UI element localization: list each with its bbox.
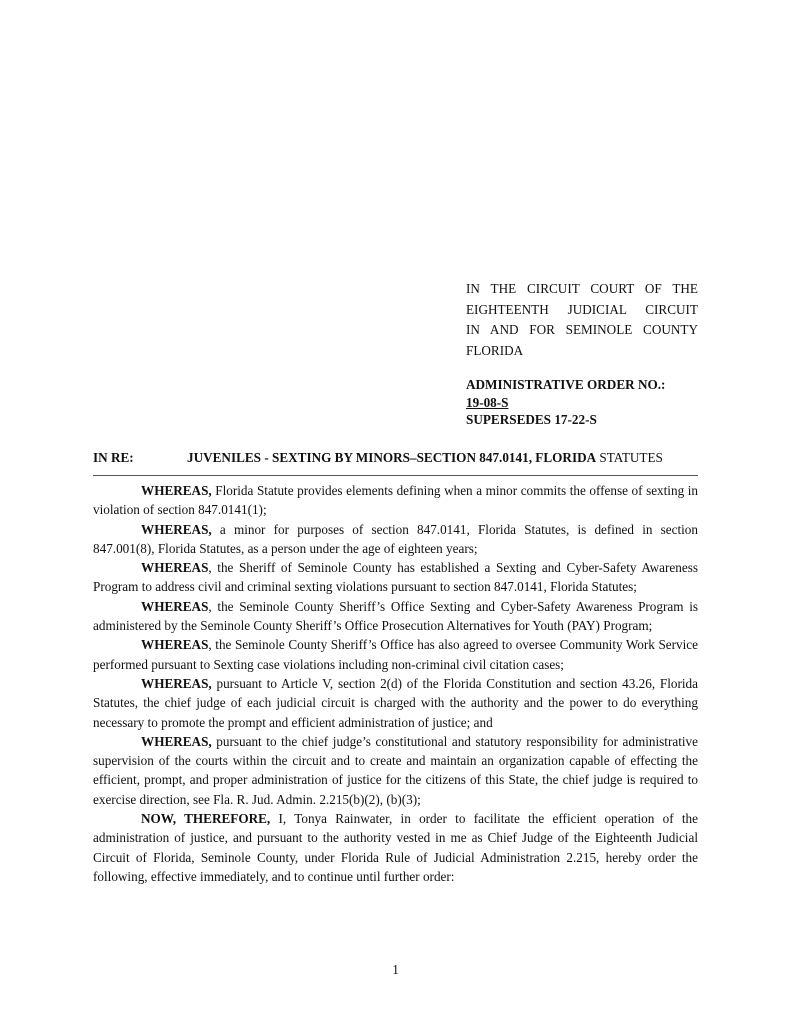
paragraph-lead: WHEREAS,: [141, 675, 212, 691]
in-re-subject-bold: JUVENILES - SEXTING BY MINORS–SECTION 847.0141, FLORIDA: [187, 450, 597, 465]
paragraph-text: a minor for purposes of section 847.0141, Florida Statutes, is defined in section 847.001(8), Florida Statutes, as a person under the age of eighteen years;: [93, 521, 698, 556]
paragraph-lead: NOW, THEREFORE,: [141, 811, 271, 827]
divider-rule: [93, 475, 698, 476]
whereas-paragraph: [93, 732, 698, 809]
court-caption: [466, 279, 698, 361]
order-info: [466, 376, 706, 429]
paragraph-text: , the Seminole County Sheriff’s Office Sexting and Cyber-Safety Awareness Program is administered by the Seminole County Sheriff’s Office Prosecution Alternatives for Youth (PAY) Program;: [93, 598, 698, 634]
order-number: 19-08-S: [466, 394, 509, 410]
court-caption-line: FLORIDA: [466, 342, 524, 358]
whereas-paragraph: [93, 558, 698, 597]
in-re-subject: [187, 449, 663, 467]
paragraph-lead: WHEREAS: [141, 637, 209, 653]
paragraph-text: pursuant to Article V, section 2(d) of the Florida Constitution and section 43.26, Florida Statutes, the chief judge of each judicial circuit is charged with the authority and the power to do everything necessary to promote the prompt and efficient administration of justice; and: [93, 675, 698, 730]
paragraph-text: Florida Statute provides elements defining when a minor commits the offense of sexting in violation of section 847.0141(1);: [93, 483, 698, 518]
paragraph-lead: WHEREAS,: [141, 521, 212, 537]
whereas-paragraph: [93, 481, 698, 520]
paragraph-text: , the Sheriff of Seminole County has established a Sexting and Cyber-Safety Awareness Program to address civil and criminal sexting violations pursuant to section 847.0141, Florida Statutes;: [93, 560, 698, 595]
whereas-paragraph: [93, 520, 698, 559]
supersedes-note: SUPERSEDES 17-22-S: [466, 412, 597, 427]
in-re-label: IN RE:: [93, 450, 134, 465]
paragraph-text: pursuant to the chief judge’s constitutional and statutory responsibility for administrative supervision of the courts within the circuit and to create and maintain an organization capable of effecting the efficient, prompt, and proper administration of justice for the citizens of this State, the chief judge is required to exercise direction, see Fla. R. Jud. Admin. 2.215(b)(2), (b)(3);: [93, 733, 698, 807]
paragraph-text: I, Tonya Rainwater, in order to facilitate the efficient operation of the administration of justice, and pursuant to the authority vested in me as Chief Judge of the Eighteenth Judicial Circuit of Florida, Seminole County, under Florida Rule of Judicial Administration 2.215, hereby order the following, effective immediately, and to continue until further order:: [93, 811, 698, 884]
court-caption-line: IN AND FOR SEMINOLE COUNTY: [466, 322, 698, 337]
paragraph-text: , the Seminole County Sheriff’s Office has also agreed to oversee Community Work Service performed pursuant to Sexting case violations including non-criminal civil citation cases;: [93, 637, 698, 672]
paragraph-lead: WHEREAS: [141, 598, 209, 614]
court-caption-line: EIGHTEENTH JUDICIAL CIRCUIT: [466, 301, 698, 317]
now-therefore-paragraph: [93, 809, 698, 886]
whereas-paragraph: [93, 635, 698, 674]
whereas-paragraph: [93, 597, 698, 636]
order-body: [93, 481, 698, 886]
in-re-subject-rest: STATUTES: [596, 450, 663, 465]
paragraph-lead: WHEREAS: [141, 560, 209, 576]
order-label: ADMINISTRATIVE ORDER NO.:: [466, 377, 666, 392]
whereas-paragraph: [93, 674, 698, 732]
court-caption-line: IN THE CIRCUIT COURT OF THE: [466, 281, 698, 296]
paragraph-lead: WHEREAS,: [141, 483, 212, 498]
page-number: 1: [392, 962, 399, 977]
paragraph-lead: WHEREAS,: [141, 733, 212, 749]
